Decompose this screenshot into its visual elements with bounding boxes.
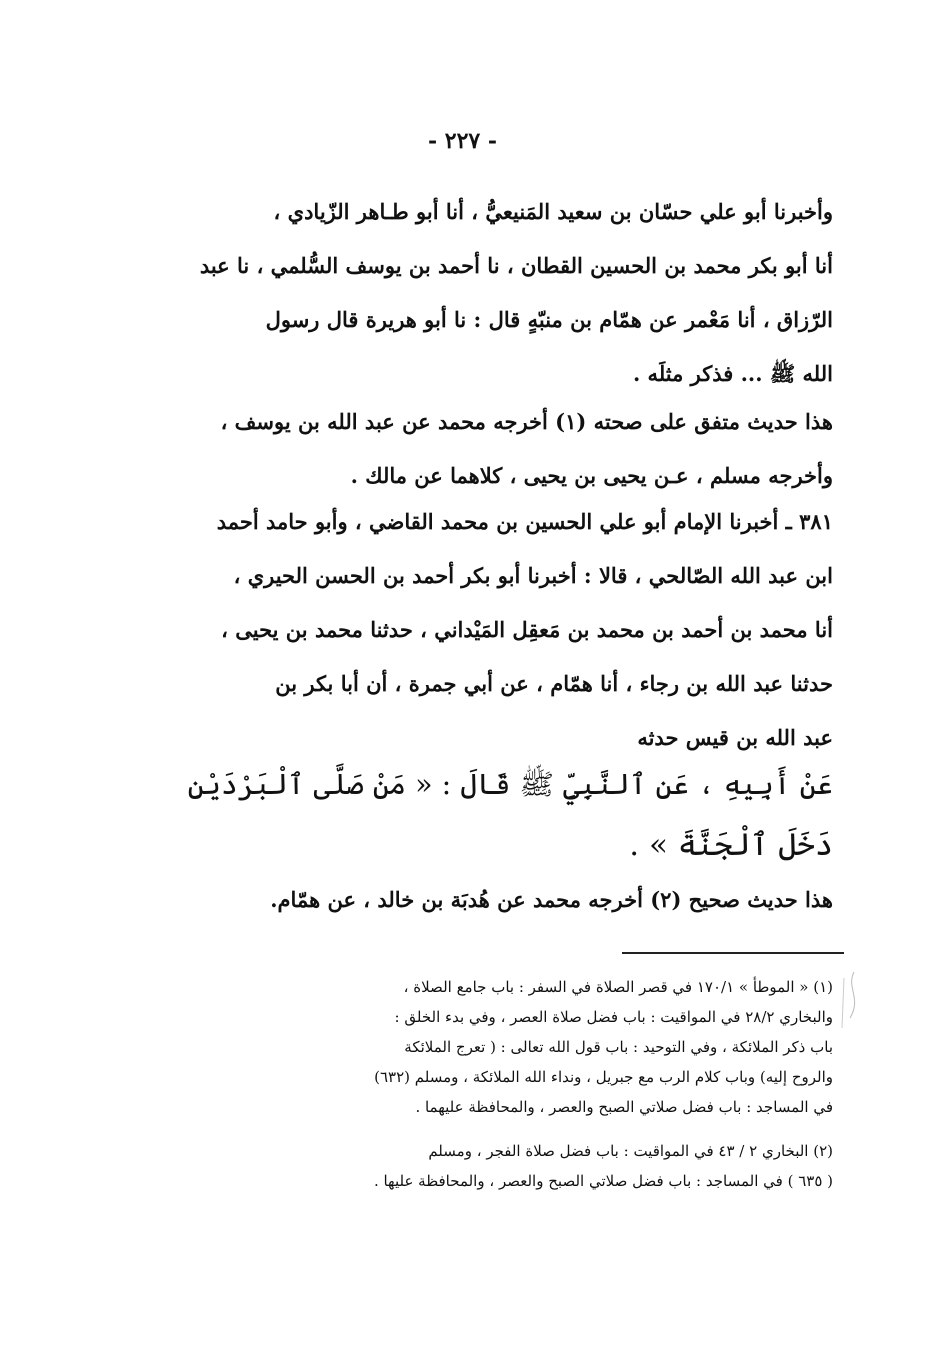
hadith-line: عَنْ أَبِيهِ ، عَنِ ٱلنَّبِيِّ ﷺ قَالَ : « مَنْ صَلَّى ٱلْبَرْدَيْنِ (187, 768, 833, 801)
text-line: وأخرجه مسلم ، عـن يحيى بن يحيى ، كلاهما عن مالك . (350, 463, 833, 488)
hadith-line: دَخَلَ ٱلْجَنَّةَ » . (629, 827, 833, 863)
text-line: الله ﷺ ... فذكر مثلَه . (632, 361, 833, 386)
paragraph-grading-1 (183, 395, 833, 503)
footnote-line: ( ٦٣٥ ) في المساجد : باب فضل صلاتي الصبح والعصر ، والمحافظة عليها . (373, 1172, 833, 1190)
paragraph-grading-2 (183, 873, 833, 927)
footnote-2 (183, 1136, 833, 1196)
footnote-gap (183, 1122, 833, 1136)
paragraph-isnad-381 (183, 495, 833, 765)
text-line: هذا حديث متفق على صحته (١) أخرجه محمد عن عبد الله بن يوسف ، (220, 409, 833, 434)
footnote-separator (622, 952, 844, 954)
footnote-line: والبخاري ٢٨/٢ في المواقيت : باب فضل صلاة العصر ، وفي بدء الخلق : (394, 1008, 833, 1026)
text-line: عبد الله بن قيس حدثه (637, 725, 833, 750)
footnote-line: في المساجد : باب فضل صلاتي الصبح والعصر ، والمحافظة عليهما . (415, 1098, 833, 1116)
text-line: ابن عبد الله الصّالحي ، قالا : أخبرنا أبو بكر أحمد بن الحسن الحيري ، (233, 563, 833, 588)
text-line: الرّزاق ، أنا مَعْمر عن همّام بن منبّهٍ قال : نا أبو هريرة قال رسول (265, 307, 833, 332)
footnote-line: (٢) البخاري ٢ / ٤٣ في المواقيت : باب فضل صلاة الفجر ، ومسلم (428, 1142, 833, 1160)
page-number: - ٢٢٧ - (427, 128, 498, 154)
text-line: أنا أبو بكر محمد بن الحسين القطان ، نا أحمد بن يوسف السُّلمي ، نا عبد (199, 253, 833, 278)
text-line: هذا حديث صحيح (٢) أخرجه محمد عن هُدبَة بن خالد ، عن همّام. (270, 887, 833, 912)
footnote-line: باب ذكر الملائكة ، وفي التوحيد : باب قول الله تعالى : ( تعرج الملائكة (404, 1038, 833, 1056)
footnotes (183, 972, 833, 1196)
paragraph-isnad-1 (183, 185, 833, 401)
footnote-1 (183, 972, 833, 1122)
footnote-line: والروح إليه) وباب كلام الرب مع جبريل ، ونداء الله الملائكة ، ومسلم (٦٣٢) (374, 1068, 833, 1086)
footnote-line: (١) « الموطأ » ١٧٠/١ في قصر الصلاة في السفر : باب جامع الصلاة ، (403, 978, 833, 996)
text-line: أنا محمد بن أحمد بن محمد بن مَعقِل المَيْداني ، حدثنا محمد بن يحيى ، (221, 617, 833, 642)
hadith-matn (183, 755, 833, 875)
text-line: حدثنا عبد الله بن رجاء ، أنا همّام ، عن أبي جمرة ، أن أبا بكر بن (275, 671, 833, 696)
margin-mark-icon (836, 968, 866, 1038)
text-line: وأخبرنا أبو علي حسّان بن سعيد المَنيعيُّ ، أنا أبو طـاهر الزّيادي ، (273, 199, 833, 224)
text-line: ٣٨١ ـ أخبرنا الإمام أبو علي الحسين بن محمد القاضي ، وأبو حامد أحمد (216, 509, 833, 534)
